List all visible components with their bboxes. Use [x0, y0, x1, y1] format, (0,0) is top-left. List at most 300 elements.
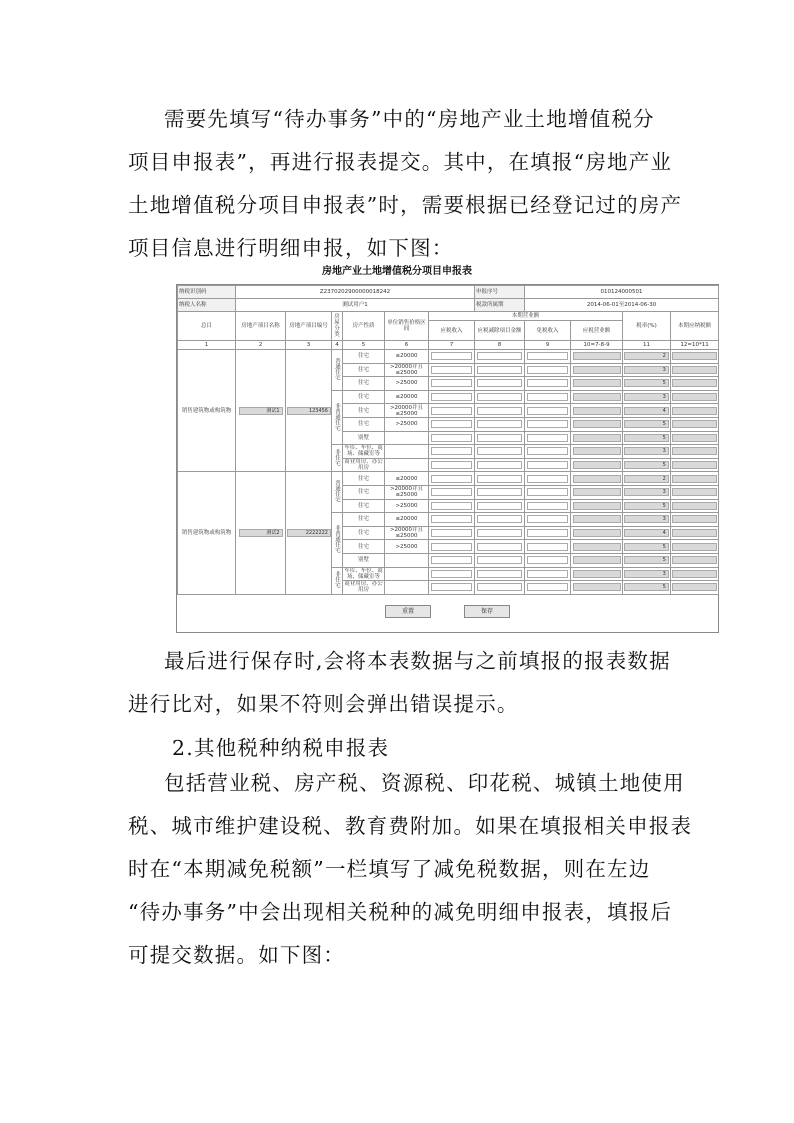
rate-cell	[623, 431, 671, 445]
tax-cell	[671, 472, 719, 486]
income-input[interactable]	[431, 529, 472, 537]
header-income: 应税收入	[429, 321, 475, 341]
rate-cell	[623, 404, 671, 418]
income-cell	[429, 445, 475, 459]
tax-input[interactable]	[672, 447, 717, 455]
rate-cell	[623, 350, 671, 364]
rate-input[interactable]: 3	[624, 488, 669, 496]
nature-cell: 住宅	[343, 499, 385, 513]
rate-cell	[623, 458, 671, 472]
exempt-input[interactable]	[527, 447, 568, 455]
price-range-cell: ≤20000	[385, 390, 429, 404]
deduct-cell	[475, 499, 525, 513]
nature-cell: 住宅	[343, 540, 385, 554]
tax-input[interactable]	[672, 434, 717, 442]
exempt-cell	[525, 445, 571, 459]
amount-input[interactable]	[573, 583, 621, 591]
income-cell	[429, 513, 475, 527]
rate-input[interactable]: 5	[624, 379, 669, 387]
deduct-input[interactable]	[477, 529, 521, 537]
tax-cell	[671, 513, 719, 527]
exempt-input[interactable]	[527, 515, 568, 523]
amount-input[interactable]	[573, 434, 621, 442]
deduct-input[interactable]	[477, 379, 521, 387]
rate-input[interactable]: 5	[624, 543, 669, 551]
exempt-input[interactable]	[527, 543, 568, 551]
tax-input[interactable]	[672, 570, 717, 578]
rate-cell	[623, 390, 671, 404]
rate-cell	[623, 513, 671, 527]
amount-input[interactable]	[573, 570, 621, 578]
text-line: 包括营业税、房产税、资源税、印花税、城镇土地使用	[164, 771, 685, 795]
nature-cell: 别墅	[343, 431, 385, 445]
income-input[interactable]	[431, 393, 472, 401]
rate-input[interactable]: 2	[624, 475, 669, 483]
column-number: 3	[286, 341, 332, 350]
exempt-input[interactable]	[527, 379, 568, 387]
house-category-label: 非普通住宅	[334, 402, 340, 431]
tax-input[interactable]	[672, 529, 717, 537]
button-bar	[177, 595, 718, 618]
income-input[interactable]	[431, 447, 472, 455]
nature-cell: 住宅	[343, 363, 385, 377]
deduct-cell	[475, 390, 525, 404]
amount-cell	[571, 485, 623, 499]
save-button[interactable]: 保存	[464, 605, 510, 618]
amount-cell	[571, 458, 623, 472]
deduct-input[interactable]	[477, 420, 521, 428]
column-number-row	[178, 341, 719, 350]
text-line: 需要先填写“待办事务”中的“房地产业土地增值税分	[164, 107, 655, 131]
deduct-input[interactable]	[477, 366, 521, 374]
header-deduct: 应税减除项目金额	[475, 321, 525, 341]
tax-input[interactable]	[672, 352, 717, 360]
exempt-cell	[525, 417, 571, 431]
deduct-cell	[475, 350, 525, 364]
amount-input[interactable]	[573, 352, 621, 360]
rate-input[interactable]: 3	[624, 366, 669, 374]
amount-cell	[571, 526, 623, 540]
income-input[interactable]	[431, 407, 472, 415]
rate-input[interactable]: 5	[624, 434, 669, 442]
nature-cell: 住宅	[343, 377, 385, 391]
form-title: 房地产业土地增值税分项目申报表	[322, 266, 472, 277]
income-cell	[429, 417, 475, 431]
exempt-cell	[525, 350, 571, 364]
amount-input[interactable]	[573, 515, 621, 523]
tax-input[interactable]	[672, 366, 717, 374]
tax-input[interactable]	[672, 515, 717, 523]
tax-cell	[671, 458, 719, 472]
rate-cell	[623, 417, 671, 431]
income-cell	[429, 350, 475, 364]
exempt-cell	[525, 581, 571, 595]
tax-cell	[671, 377, 719, 391]
rate-input[interactable]: 5	[624, 556, 669, 564]
rate-input[interactable]: 5	[624, 502, 669, 510]
income-input[interactable]	[431, 543, 472, 551]
price-range-cell: ≤20000	[385, 472, 429, 486]
house-category-cell	[332, 350, 343, 391]
land-vat-form	[176, 284, 719, 633]
house-category-label: 非普通住宅	[334, 525, 340, 553]
period-label: 税款所属期	[475, 299, 525, 312]
other-taxes-paragraph	[128, 762, 693, 977]
tax-cell	[671, 553, 719, 567]
tax-cell	[671, 363, 719, 377]
amount-cell	[571, 390, 623, 404]
header-tax: 本期应纳税额	[671, 312, 719, 341]
text-line: 进行比对，如果不符则会弹出错误提示。	[128, 692, 519, 716]
amount-input[interactable]	[573, 488, 621, 496]
deduct-cell	[475, 431, 525, 445]
income-cell	[429, 472, 475, 486]
exempt-cell	[525, 377, 571, 391]
income-cell	[429, 431, 475, 445]
amount-input[interactable]	[573, 447, 621, 455]
amount-input[interactable]	[573, 543, 621, 551]
serial-label: 申报序号	[475, 286, 525, 299]
header-nature: 房产性质	[343, 312, 385, 341]
table-row	[178, 472, 719, 486]
house-category-label: 非住宅	[334, 571, 340, 588]
price-range-cell: >25000	[385, 540, 429, 554]
income-cell	[429, 458, 475, 472]
income-input[interactable]	[431, 379, 472, 387]
deduct-input[interactable]	[477, 583, 521, 591]
amount-input[interactable]	[573, 461, 621, 469]
amount-cell	[571, 377, 623, 391]
nature-cell: 商业用房、办公用房	[344, 581, 383, 594]
income-input[interactable]	[431, 515, 472, 523]
header-item: 总目	[178, 312, 236, 341]
house-category-cell	[332, 472, 343, 513]
price-range-cell: ≤20000	[385, 513, 429, 527]
project-no-cell	[286, 472, 332, 594]
exempt-input[interactable]	[527, 407, 568, 415]
header-group: 本期营业额	[429, 312, 623, 321]
amount-input[interactable]	[573, 556, 621, 564]
income-input[interactable]	[431, 461, 472, 469]
exempt-cell	[525, 513, 571, 527]
exempt-input[interactable]	[527, 461, 568, 469]
house-category-label: 普通住宅	[334, 480, 340, 503]
exempt-cell	[525, 363, 571, 377]
exempt-cell	[525, 499, 571, 513]
amount-input[interactable]	[573, 379, 621, 387]
rate-input[interactable]: 4	[624, 529, 669, 537]
amount-cell	[571, 513, 623, 527]
amount-input[interactable]	[573, 475, 621, 483]
exempt-input[interactable]	[527, 352, 568, 360]
table-row	[178, 350, 719, 364]
house-category-cell	[332, 567, 343, 594]
deduct-cell	[475, 404, 525, 418]
deduct-input[interactable]	[477, 461, 521, 469]
header-amount: 应税营业额	[571, 321, 623, 341]
rate-cell	[623, 363, 671, 377]
rate-cell	[623, 581, 671, 595]
deduct-cell	[475, 377, 525, 391]
exempt-input[interactable]	[527, 434, 568, 442]
price-range-cell	[385, 458, 429, 472]
deduct-cell	[475, 472, 525, 486]
amount-cell	[571, 363, 623, 377]
nature-cell: 商业用房、办公用房	[344, 459, 383, 472]
nature-cell: 住宅	[343, 390, 385, 404]
deduct-cell	[475, 458, 525, 472]
income-input[interactable]	[431, 570, 472, 578]
deduct-input[interactable]	[477, 543, 521, 551]
amount-cell	[571, 499, 623, 513]
income-input[interactable]	[431, 583, 472, 591]
exempt-cell	[525, 567, 571, 581]
rate-input[interactable]: 3	[624, 515, 669, 523]
amount-cell	[571, 581, 623, 595]
rate-cell	[623, 445, 671, 459]
price-range-cell	[385, 553, 429, 567]
income-input[interactable]	[431, 420, 472, 428]
deduct-cell	[475, 567, 525, 581]
deduct-input[interactable]	[477, 352, 521, 360]
deduct-input[interactable]	[477, 502, 521, 510]
price-range-cell: >25000	[385, 377, 429, 391]
text-line: 项目申报表”，再进行报表提交。其中，在填报“房地产业	[128, 150, 673, 174]
project-name-field[interactable]: 测试1	[239, 407, 283, 415]
text-line: 项目信息进行明细申报，如下图：	[128, 236, 454, 260]
rate-input[interactable]: 4	[624, 407, 669, 415]
text-line: 2.其他税种纳税申报表	[172, 736, 390, 760]
taxpayer-id-value: Z2370202900000018242	[236, 286, 475, 299]
tax-input[interactable]	[672, 475, 717, 483]
exempt-input[interactable]	[527, 556, 568, 564]
project-name-cell	[236, 472, 286, 594]
column-number: 8	[475, 341, 525, 350]
amount-input[interactable]	[573, 407, 621, 415]
tax-input[interactable]	[672, 556, 717, 564]
amount-cell	[571, 417, 623, 431]
project-name-field[interactable]: 测试2	[239, 529, 283, 537]
exempt-input[interactable]	[527, 393, 568, 401]
income-cell	[429, 567, 475, 581]
deduct-input[interactable]	[477, 475, 521, 483]
text-line: 时在“本期减免税额”一栏填写了减免税数据，则在左边	[128, 857, 651, 881]
column-number: 9	[525, 341, 571, 350]
income-input[interactable]	[431, 556, 472, 564]
category-cell: 销售建筑物或构筑物	[178, 472, 236, 594]
income-cell	[429, 363, 475, 377]
taxpayer-id-label: 纳税识别码	[178, 286, 236, 299]
amount-cell	[571, 404, 623, 418]
exempt-input[interactable]	[527, 420, 568, 428]
income-cell	[429, 581, 475, 595]
exempt-cell	[525, 390, 571, 404]
period-value: 2014-06-01至2014-06-30	[525, 299, 719, 312]
taxpayer-name-value: 测试用户1	[236, 299, 475, 312]
income-cell	[429, 540, 475, 554]
rate-input[interactable]: 2	[624, 352, 669, 360]
deduct-cell	[475, 417, 525, 431]
deduct-input[interactable]	[477, 434, 521, 442]
project-name-cell	[236, 350, 286, 472]
deduct-cell	[475, 363, 525, 377]
nature-cell: 住宅	[343, 513, 385, 527]
rate-input[interactable]: 3	[624, 393, 669, 401]
amount-cell	[571, 567, 623, 581]
header-project-no: 房地产项目编号	[286, 312, 332, 341]
tax-cell	[671, 540, 719, 554]
tax-input[interactable]	[672, 420, 717, 428]
tax-input[interactable]	[672, 543, 717, 551]
tax-input[interactable]	[672, 407, 717, 415]
amount-cell	[571, 553, 623, 567]
exempt-input[interactable]	[527, 366, 568, 374]
deduct-cell	[475, 581, 525, 595]
income-input[interactable]	[431, 366, 472, 374]
exempt-input[interactable]	[527, 502, 568, 510]
income-input[interactable]	[431, 434, 472, 442]
tax-cell	[671, 445, 719, 459]
intro-paragraph	[128, 98, 683, 270]
rate-cell	[623, 540, 671, 554]
house-category-label: 普通住宅	[334, 357, 340, 380]
rate-input[interactable]: 3	[624, 570, 669, 578]
header-exempt: 免税收入	[525, 321, 571, 341]
price-range-cell	[385, 431, 429, 445]
column-number: 1	[178, 341, 236, 350]
house-category-cell	[332, 445, 343, 472]
income-cell	[429, 526, 475, 540]
price-range-cell	[385, 581, 429, 595]
exempt-input[interactable]	[527, 529, 568, 537]
price-range-cell	[385, 445, 429, 459]
rate-input[interactable]: 5	[624, 583, 669, 591]
header-house-type: 房屋分类	[332, 312, 343, 341]
price-range-cell: >20000并且≤25000	[385, 526, 429, 540]
text-line: 土地增值税分项目申报表”时，需要根据已经登记过的房产	[128, 193, 683, 217]
income-input[interactable]	[431, 352, 472, 360]
amount-cell	[571, 431, 623, 445]
rate-input[interactable]: 5	[624, 420, 669, 428]
rate-input[interactable]: 3	[624, 447, 669, 455]
nature-cell: 车库、车位、商场、储藏室等	[344, 567, 383, 580]
nature-cell: 别墅	[343, 553, 385, 567]
tax-input[interactable]	[672, 502, 717, 510]
tax-cell	[671, 581, 719, 595]
tax-cell	[671, 485, 719, 499]
income-input[interactable]	[431, 488, 472, 496]
column-number: 5	[343, 341, 385, 350]
exempt-input[interactable]	[527, 583, 568, 591]
amount-input[interactable]	[573, 366, 621, 374]
exempt-input[interactable]	[527, 475, 568, 483]
deduct-input[interactable]	[477, 447, 521, 455]
exempt-input[interactable]	[527, 488, 568, 496]
income-input[interactable]	[431, 475, 472, 483]
nature-cell: 住宅	[343, 404, 385, 418]
tax-cell	[671, 390, 719, 404]
nature-cell: 住宅	[343, 526, 385, 540]
deduct-input[interactable]	[477, 488, 521, 496]
column-number: 2	[236, 341, 286, 350]
exempt-cell	[525, 526, 571, 540]
nature-cell: 住宅	[343, 472, 385, 486]
tax-cell	[671, 526, 719, 540]
income-input[interactable]	[431, 502, 472, 510]
rate-input[interactable]: 5	[624, 461, 669, 469]
tax-input[interactable]	[672, 583, 717, 591]
header-price-range: 单位销售价格区间	[385, 312, 429, 341]
project-no-cell	[286, 350, 332, 472]
deduct-input[interactable]	[477, 570, 521, 578]
price-range-cell	[385, 567, 429, 581]
tax-input[interactable]	[672, 393, 717, 401]
deduct-cell	[475, 526, 525, 540]
rate-cell	[623, 377, 671, 391]
rate-cell	[623, 499, 671, 513]
amount-cell	[571, 350, 623, 364]
income-cell	[429, 377, 475, 391]
amount-cell	[571, 540, 623, 554]
text-line: “待办事务”中会出现相关税种的减免明细申报表，填报后	[128, 900, 673, 924]
column-number: 12=10*11	[671, 341, 719, 350]
income-cell	[429, 485, 475, 499]
exempt-input[interactable]	[527, 570, 568, 578]
header-project-name: 房地产项目名称	[236, 312, 286, 341]
price-range-cell: >20000并且≤25000	[385, 485, 429, 499]
amount-input[interactable]	[573, 393, 621, 401]
project-no-field[interactable]: 123456	[287, 407, 331, 415]
deduct-input[interactable]	[477, 515, 521, 523]
tax-input[interactable]	[672, 379, 717, 387]
amount-input[interactable]	[573, 420, 621, 428]
column-number: 7	[429, 341, 475, 350]
text-line: 最后进行保存时,会将本表数据与之前填报的报表数据	[164, 649, 671, 673]
rate-cell	[623, 472, 671, 486]
tax-input[interactable]	[672, 461, 717, 469]
deduct-cell	[475, 540, 525, 554]
amount-cell	[571, 472, 623, 486]
price-range-cell: >20000并且≤25000	[385, 404, 429, 418]
deduct-input[interactable]	[477, 407, 521, 415]
rate-cell	[623, 526, 671, 540]
exempt-cell	[525, 458, 571, 472]
amount-input[interactable]	[573, 529, 621, 537]
tax-input[interactable]	[672, 488, 717, 496]
tax-cell	[671, 350, 719, 364]
text-line: 税、城市维护建设税、教育费附加。如果在填报相关申报表	[128, 814, 693, 838]
income-cell	[429, 553, 475, 567]
exempt-cell	[525, 540, 571, 554]
price-range-cell: >25000	[385, 499, 429, 513]
deduct-cell	[475, 485, 525, 499]
taxpayer-name-label: 纳税人名称	[178, 299, 236, 312]
tax-cell	[671, 417, 719, 431]
price-range-cell: >20000并且≤25000	[385, 363, 429, 377]
amount-input[interactable]	[573, 502, 621, 510]
income-cell	[429, 390, 475, 404]
nature-cell: 住宅	[343, 350, 385, 364]
deduct-input[interactable]	[477, 393, 521, 401]
rate-cell	[623, 485, 671, 499]
price-range-cell: >25000	[385, 417, 429, 431]
serial-value: 010124000501	[525, 286, 719, 299]
nature-cell: 车库、车位、商场、储藏室等	[344, 445, 383, 458]
project-no-field[interactable]: 2222222	[287, 529, 331, 537]
reset-button[interactable]: 重置	[385, 605, 431, 618]
deduct-input[interactable]	[477, 556, 521, 564]
nature-cell: 住宅	[343, 417, 385, 431]
